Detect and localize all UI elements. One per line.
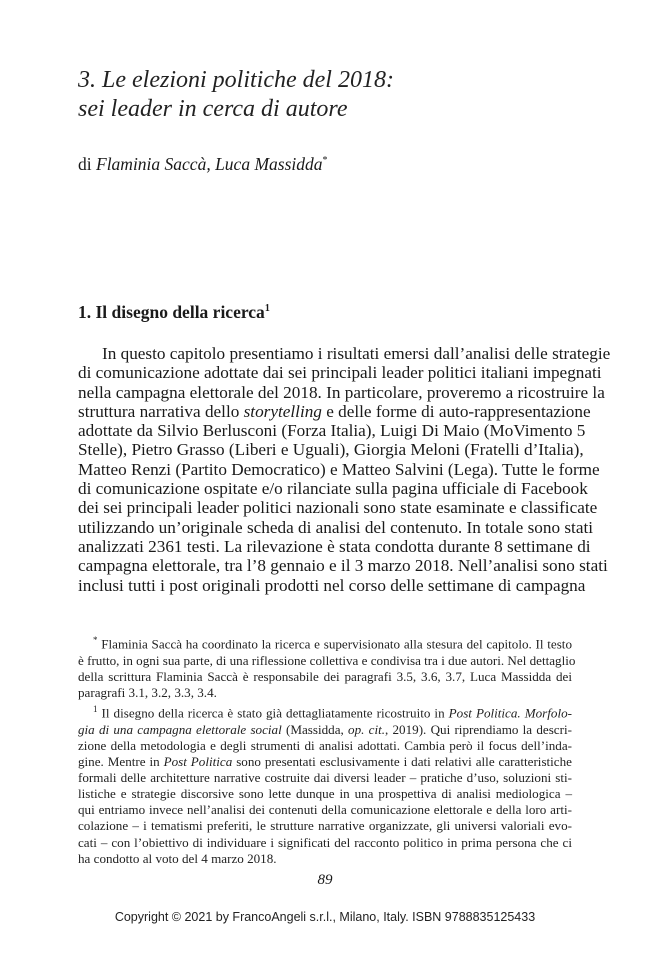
footnote-line: listiche e strategie discorsive sono lette dunque in una prospettiva di analisi mediologica – bbox=[78, 786, 572, 802]
body-line: analizzati 2361 testi. La rilevazione è stata condotta durante 8 settimane di bbox=[78, 536, 591, 556]
section-footnote-marker: 1 bbox=[264, 303, 270, 314]
body-line: Stelle), Pietro Grasso (Liberi e Uguali), Giorgia Meloni (Fratelli d’Italia), bbox=[78, 440, 584, 460]
body-paragraph bbox=[78, 344, 611, 595]
chapter-authors bbox=[78, 150, 558, 175]
authors-names: Flaminia Saccà, Luca Massidda bbox=[96, 153, 323, 174]
footnote-line: colazione – i tematismi preferiti, le strutture narrative organizzate, gli universi valoriali evo- bbox=[78, 818, 572, 834]
footnote-line: zione della metodologia e degli strumenti di analisi adottati. Cambia però il focus dell’inda- bbox=[78, 737, 572, 753]
authors-footnote-marker: * bbox=[322, 155, 328, 166]
body-line: utilizzando un’originale scheda di analisi del contenuto. In totale sono stati bbox=[78, 517, 594, 537]
footnote-line: della scrittura Flaminia Saccà è responsabile dei paragrafi 3.5, 3.6, 3.7, Luca Massidda dei bbox=[78, 668, 572, 684]
body-emphasis: storytelling bbox=[243, 401, 322, 421]
body-line: di comunicazione adottate dai sei principali leader politici italiani impegnati bbox=[78, 363, 602, 383]
footnote-text: sono presentati esclusivamente i dati relativi alle caratteristiche bbox=[232, 753, 572, 769]
footnote-text: , 2019). Qui riprendiamo la descri- bbox=[385, 721, 572, 737]
footnote-line: qui entriamo invece nell’analisi dei contenuti della comunicazione elettorale e della loro arti- bbox=[78, 802, 572, 818]
footnote-line bbox=[78, 754, 572, 770]
footnote-star-marker: * bbox=[93, 635, 98, 645]
footnote-emphasis: gia di una campagna elettorale social bbox=[78, 721, 282, 737]
body-line: adottate da Silvio Berlusconi (Forza Italia), Luigi Di Maio (MoVimento 5 bbox=[78, 421, 586, 441]
chapter-title-line-2: sei leader in cerca di autore bbox=[78, 96, 348, 122]
body-line: di comunicazione ospitate e/o rilanciate sulla pagina ufficiale di Facebook bbox=[78, 479, 588, 499]
footnote-line bbox=[78, 722, 572, 738]
footnote-line: paragrafi 3.1, 3.2, 3.3, 3.4. bbox=[78, 684, 217, 700]
footnote-star-line bbox=[78, 632, 572, 653]
footnote-line: è frutto, in ogni sua parte, di una riflessione collettiva e condivisa tra i due autori. Nel dettaglio bbox=[78, 652, 576, 668]
body-line: In questo capitolo presentiamo i risultati emersi dall’analisi delle strategie bbox=[102, 344, 611, 363]
body-line: campagna elettorale, tra l’8 gennaio e il 3 marzo 2018. Nell’analisi sono stati bbox=[78, 556, 608, 576]
page-number: 89 bbox=[317, 872, 333, 888]
section-heading-text: 1. Il disegno della ricerca bbox=[78, 301, 265, 322]
authors-prefix: di bbox=[78, 153, 96, 174]
body-text-segment: struttura narrativa dello bbox=[78, 401, 244, 421]
footnotes bbox=[78, 632, 576, 867]
chapter-title bbox=[78, 66, 578, 124]
footnote-emphasis: Post Politica bbox=[163, 753, 233, 769]
body-line: nella campagna elettorale del 2018. In particolare, proveremo a ricostruire la bbox=[78, 382, 605, 402]
footnote-text: gine. Mentre in bbox=[78, 753, 164, 769]
footnote-line: ha condotto al voto del 4 marzo 2018. bbox=[78, 850, 277, 866]
body-line bbox=[78, 401, 591, 421]
footnote-1-line bbox=[78, 701, 572, 722]
footnote-emphasis: Post Politica. Morfolo- bbox=[448, 705, 572, 721]
chapter-title-line-1: 3. Le elezioni politiche del 2018: bbox=[78, 67, 394, 93]
footnote-line: cati – con l’obiettivo di individuare i significati del racconto politico in prima persona che ci bbox=[78, 834, 572, 850]
section-heading bbox=[78, 298, 558, 323]
footnote-text: Flaminia Saccà ha coordinato la ricerca e supervisionato alla stesura del capitolo. Il testo bbox=[97, 636, 572, 652]
body-line: Matteo Renzi (Partito Democratico) e Matteo Salvini (Lega). Tutte le forme bbox=[78, 459, 600, 479]
footnote-line: formali delle architetture narrative costruite dai diversi leader – pratiche d’uso, soluzioni sti- bbox=[78, 769, 572, 785]
body-text-segment: e delle forme di auto-rappresentazione bbox=[321, 401, 591, 421]
footnote-text: (Massidda, bbox=[281, 721, 349, 737]
body-line: inclusi tutti i post originali prodotti nel corso delle settimane di campagna bbox=[78, 575, 586, 595]
copyright-notice: Copyright © 2021 by FrancoAngeli s.r.l., Milano, Italy. ISBN 9788835125433 bbox=[114, 910, 536, 924]
footnote-1-marker: 1 bbox=[93, 703, 98, 714]
footnote-emphasis: op. cit. bbox=[348, 721, 385, 737]
body-line: dei sei principali leader politici nazionali sono state esaminate e classificate bbox=[78, 498, 598, 518]
footnote-text: Il disegno della ricerca è stato già dettagliatamente ricostruito in bbox=[97, 705, 449, 721]
